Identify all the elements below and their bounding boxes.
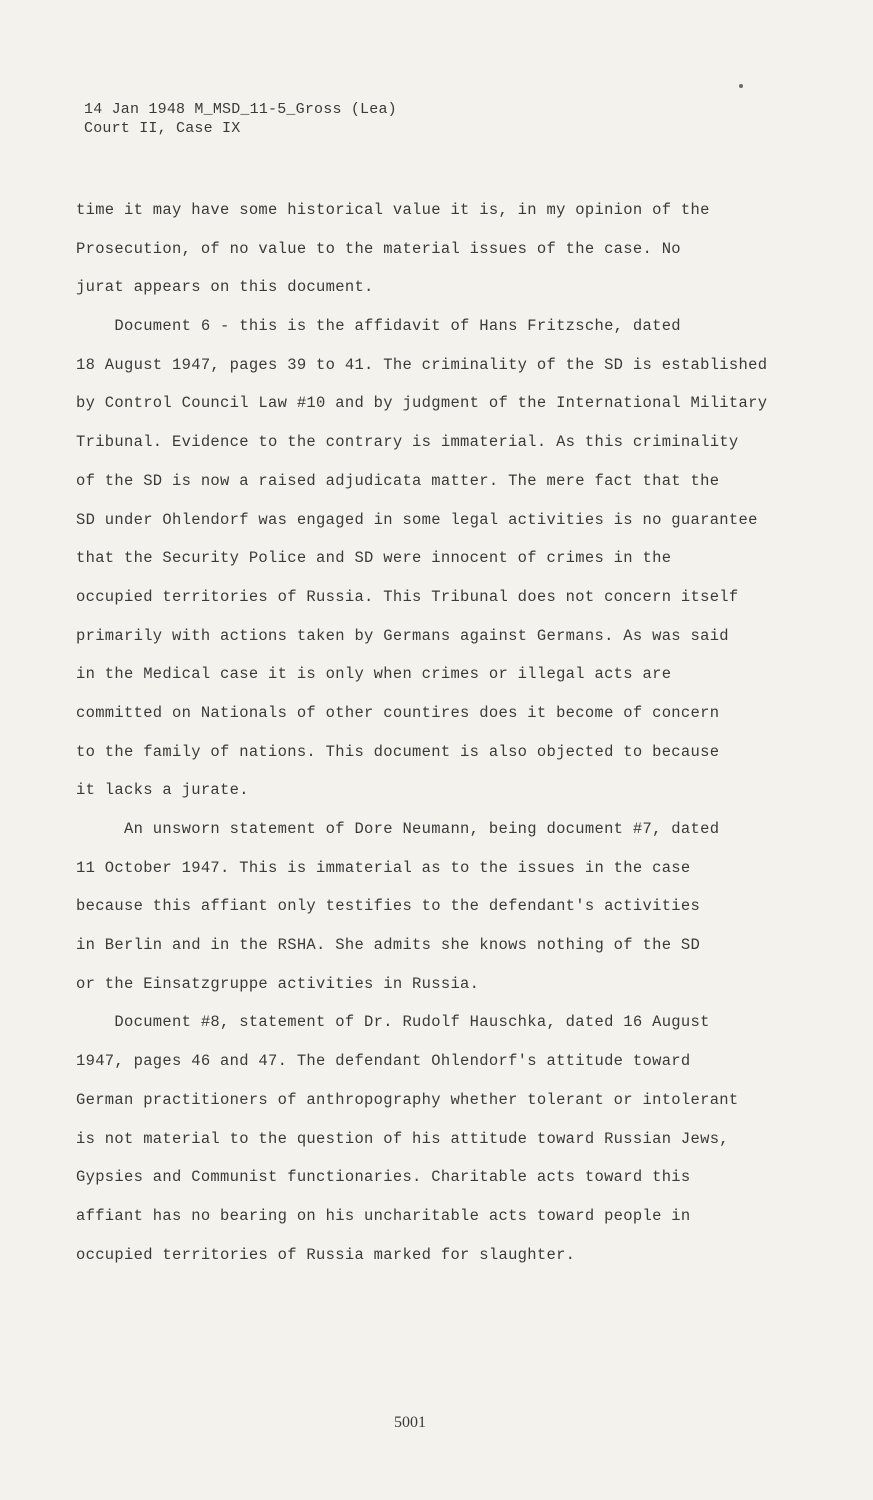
text-line: occupied territories of Russia marked for slaughter. <box>76 1245 576 1264</box>
page-number: 5001 <box>394 1414 426 1431</box>
text-line: Prosecution, of no value to the material issues of the case. No <box>76 239 681 258</box>
text-line: of the SD is now a raised adjudicata matter. The mere fact that the <box>76 471 720 490</box>
header-court-case: Court II, Case IX <box>84 120 241 137</box>
text-line: is not material to the question of his attitude toward Russian Jews, <box>76 1129 729 1148</box>
text-line: primarily with actions taken by Germans against Germans. As was said <box>76 626 729 645</box>
text-line: SD under Ohlendorf was engaged in some legal activities is no guarantee <box>76 510 758 529</box>
text-line: affiant has no bearing on his uncharitable acts toward people in <box>76 1206 691 1225</box>
text-line: in the Medical case it is only when crimes or illegal acts are <box>76 665 672 684</box>
text-line: Tribunal. Evidence to the contrary is immaterial. As this criminality <box>76 433 739 452</box>
text-line: because this affiant only testifies to the defendant's activities <box>76 897 701 916</box>
header-date-ref: 14 Jan 1948 M_MSD_11-5_Gross (Lea) <box>84 101 397 118</box>
text-line: or the Einsatzgruppe activities in Russia. <box>76 974 480 993</box>
text-line: in Berlin and in the RSHA. She admits she knows nothing of the SD <box>76 936 701 955</box>
text-line: time it may have some historical value it is, in my opinion of the <box>76 201 710 219</box>
text-line: occupied territories of Russia. This Tribunal does not concern itself <box>76 587 739 606</box>
document-body <box>76 196 796 1279</box>
stray-mark <box>739 84 743 88</box>
text-line: to the family of nations. This document is also objected to because <box>76 742 720 761</box>
text-line: Document #8, statement of Dr. Rudolf Hauschka, dated 16 August <box>76 1013 710 1032</box>
text-line: 18 August 1947, pages 39 to 41. The criminality of the SD is established <box>76 355 768 374</box>
text-line: that the Security Police and SD were innocent of crimes in the <box>76 549 672 568</box>
text-line: committed on Nationals of other countires does it become of concern <box>76 703 720 722</box>
text-line: An unsworn statement of Dore Neumann, being document #7, dated <box>76 820 720 838</box>
document-header <box>84 100 397 138</box>
text-line: Document 6 - this is the affidavit of Hans Fritzsche, dated <box>76 317 681 336</box>
text-line: it lacks a jurate. <box>76 781 249 800</box>
text-line: 1947, pages 46 and 47. The defendant Ohlendorf's attitude toward <box>76 1052 691 1071</box>
text-line: by Control Council Law #10 and by judgment of the International Military <box>76 394 768 413</box>
text-line: jurat appears on this document. <box>76 278 374 297</box>
text-line: Gypsies and Communist functionaries. Charitable acts toward this <box>76 1168 691 1187</box>
text-line: German practitioners of anthropography whether tolerant or intolerant <box>76 1090 739 1109</box>
text-line: 11 October 1947. This is immaterial as to the issues in the case <box>76 858 691 877</box>
